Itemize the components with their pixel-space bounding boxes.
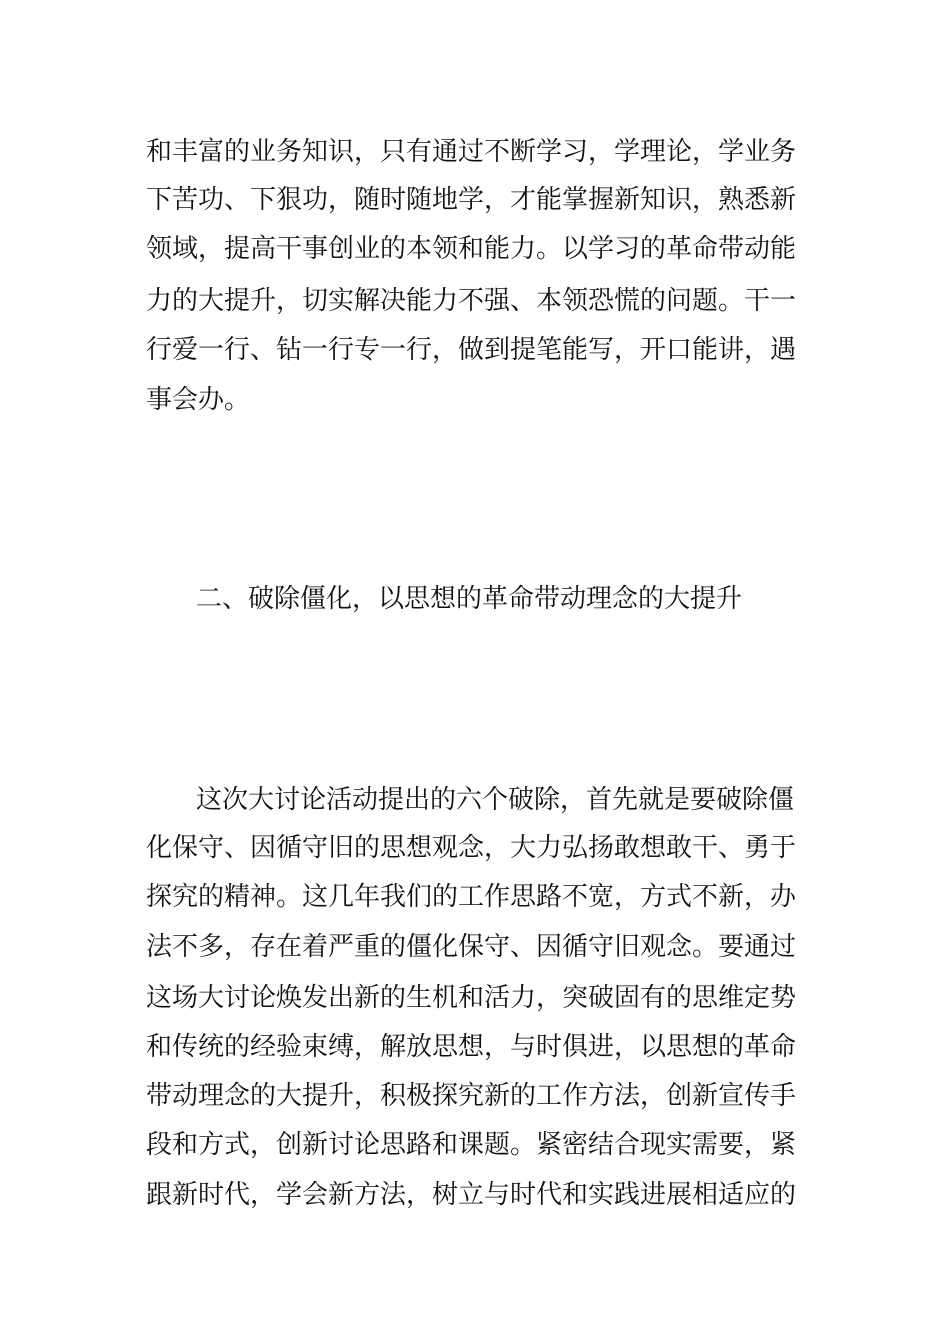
paragraph-1-line: 力的大提升，切实解决能力不强、本领恐慌的问题。干一 <box>146 286 797 316</box>
paragraph-1-line: 下苦功、下狠功，随时随地学，才能掌握新知识，熟悉新 <box>146 185 797 215</box>
paragraph-2-line: 和传统的经验束缚，解放思想，与时俱进，以思想的革命 <box>146 1032 797 1062</box>
paragraph-2-line: 法不多，存在着严重的僵化保守、因循守旧观念。要通过 <box>146 932 797 962</box>
paragraph-2-line: 这场大讨论焕发出新的生机和活力，突破固有的思维定势 <box>146 983 797 1013</box>
paragraph-2-line: 跟新时代，学会新方法，树立与时代和实践进展相适应的 <box>146 1180 797 1210</box>
paragraph-2-line: 这次大讨论活动提出的六个破除，首先就是要破除僵 <box>196 785 795 815</box>
paragraph-2-line: 化保守、因循守旧的思想观念，大力弘扬敢想敢干、勇于 <box>146 833 797 863</box>
paragraph-2-line: 段和方式，创新讨论思路和课题。紧密结合现实需要，紧 <box>146 1130 797 1160</box>
paragraph-1-line: 事会办。 <box>146 385 251 415</box>
paragraph-1-line: 领域，提高干事创业的本领和能力。以学习的革命带动能 <box>146 234 797 264</box>
section-heading: 二、破除僵化，以思想的革命带动理念的大提升 <box>196 584 743 614</box>
paragraph-1-line: 行爱一行、钻一行专一行，做到提笔能写，开口能讲，遇 <box>146 335 797 365</box>
paragraph-1-line: 和丰富的业务知识，只有通过不断学习，学理论，学业务 <box>146 137 797 167</box>
paragraph-2-line: 探究的精神。这几年我们的工作思路不宽，方式不新，办 <box>146 882 797 912</box>
paragraph-2-line: 带动理念的大提升，积极探究新的工作方法，创新宣传手 <box>146 1081 797 1111</box>
